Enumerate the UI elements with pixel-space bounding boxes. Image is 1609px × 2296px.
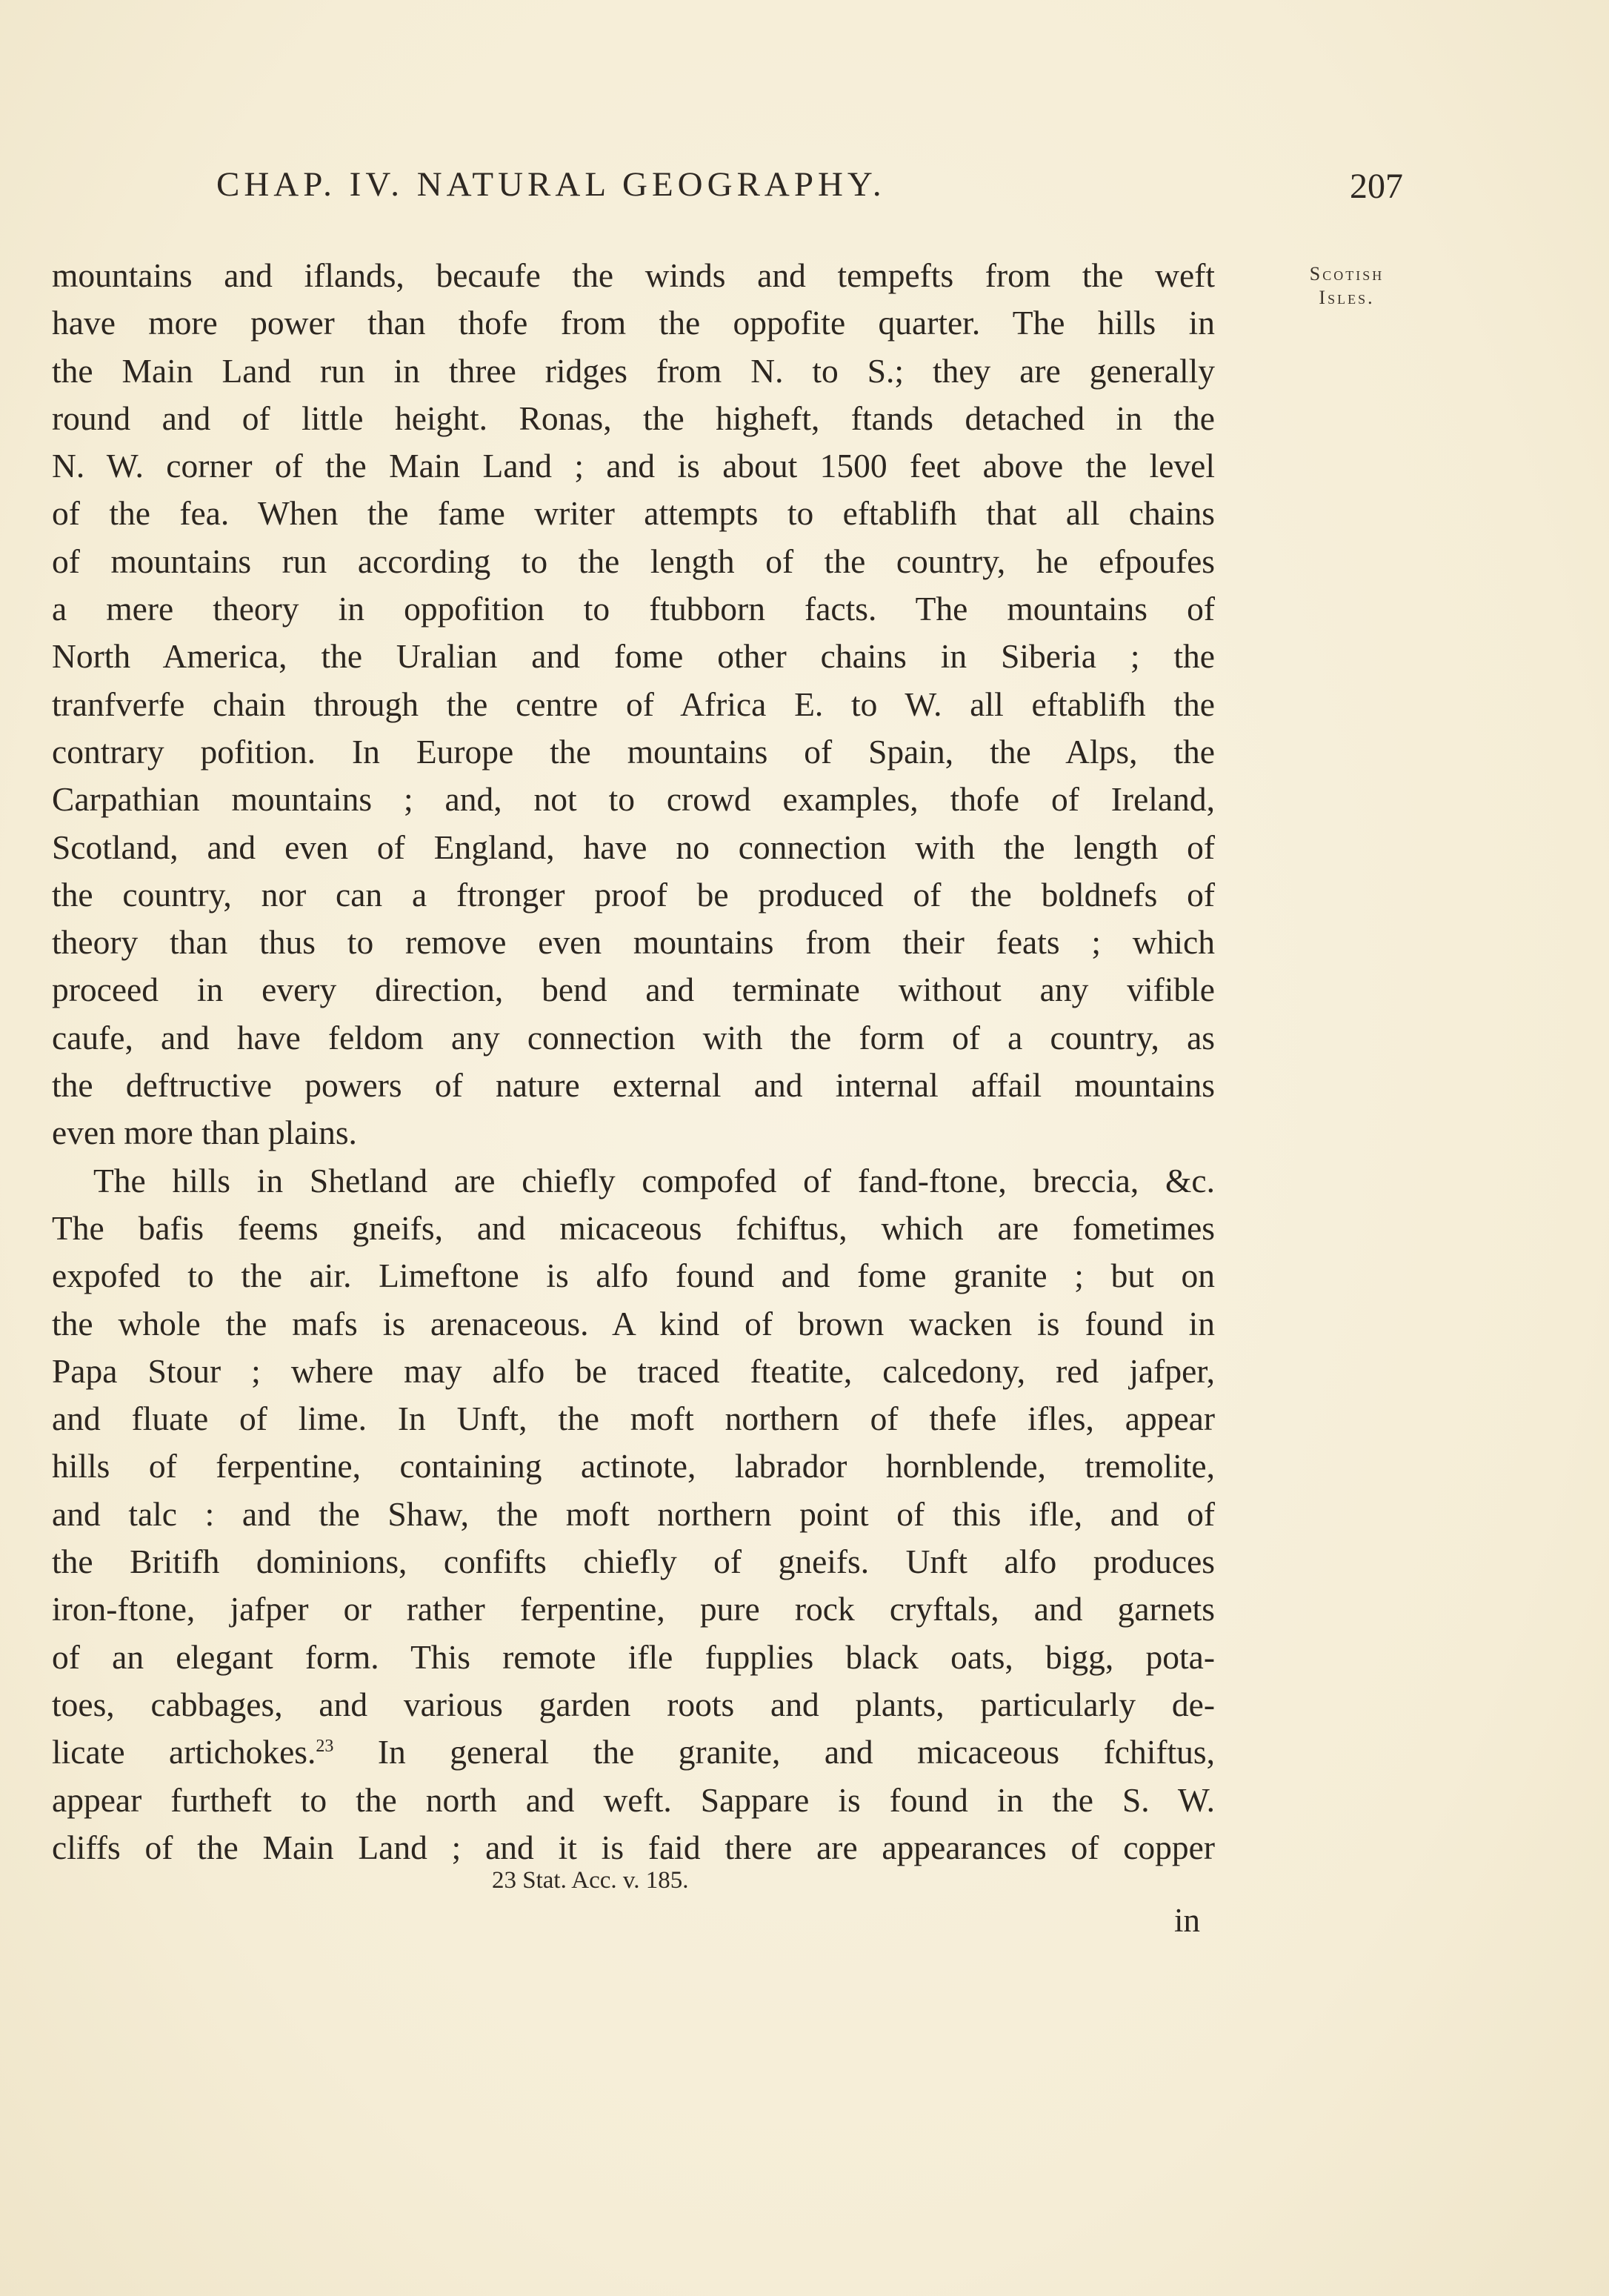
text-line: N. W. corner of the Main Land ; and is about 1500 feet above the level: [52, 447, 1215, 485]
text-line: Scotland, and even of England, have no connection with the length of: [52, 828, 1215, 866]
text-line: the deftructive powers of nature external and internal affail mountains: [52, 1066, 1215, 1105]
text-line: of mountains run according to the length of the country, he efpoufes: [52, 542, 1215, 580]
text-line: caufe, and have feldom any connection with the form of a country, as: [52, 1018, 1215, 1057]
marginal-note-line-2: Isles.: [1319, 287, 1375, 308]
text-line: a mere theory in oppofition to ftubborn facts. The mountains of: [52, 590, 1215, 628]
page-number: 207: [1350, 167, 1403, 206]
text-line: mountains and iflands, becaufe the winds and tempefts from the weft: [52, 256, 1215, 294]
text-fragment: licate artichokes.: [52, 1733, 316, 1771]
text-line: Carpathian mountains ; and, not to crowd examples, thofe of Ireland,: [52, 780, 1215, 819]
text-line: even more than plains.: [52, 1114, 357, 1152]
marginal-note: [1273, 262, 1421, 310]
text-line: theory than thus to remove even mountains from their feats ; which: [52, 923, 1215, 962]
text-line: have more power than thofe from the oppofite quarter. The hills in: [52, 304, 1215, 342]
text-line: the whole the mafs is arenaceous. A kind of brown wacken is found in: [52, 1304, 1215, 1342]
catchword: in: [1174, 1902, 1201, 1939]
text-line: the country, nor can a ftronger proof be produced of the boldnefs of: [52, 875, 1215, 914]
text-line: appear furtheft to the north and weft. Sappare is found in the S. W.: [52, 1780, 1215, 1819]
text-line: and fluate of lime. In Unft, the moft northern of thefe ifles, appear: [52, 1400, 1215, 1438]
text-line: contrary pofition. In Europe the mountains of Spain, the Alps, the: [52, 732, 1215, 771]
footnote-reference: 23: [316, 1737, 334, 1757]
text-fragment: In general the granite, and micaceous fchiftus,: [333, 1733, 1215, 1771]
body-text: [52, 252, 1215, 1871]
marginal-note-line-1: Scotish: [1309, 263, 1385, 284]
text-line: toes, cabbages, and various garden roots and plants, particularly de-: [52, 1685, 1215, 1723]
text-line: round and of little height. Ronas, the higheft, ftands detached in the: [52, 399, 1215, 437]
text-line: the Britifh dominions, confifts chiefly of gneifs. Unft alfo produces: [52, 1543, 1215, 1581]
text-line-with-footnote-ref: [52, 1728, 1215, 1776]
text-line: The bafis feems gneifs, and micaceous fchiftus, which are fometimes: [52, 1208, 1215, 1247]
running-head: CHAP. IV. NATURAL GEOGRAPHY.: [216, 165, 886, 204]
text-line: expofed to the air. Limeftone is alfo found and fome granite ; but on: [52, 1257, 1215, 1295]
text-line: hills of ferpentine, containing actinote, labrador hornblende, tremolite,: [52, 1447, 1215, 1485]
text-line: and talc : and the Shaw, the moft northern point of this ifle, and of: [52, 1494, 1215, 1533]
text-line: the Main Land run in three ridges from N. to S.; they are generally: [52, 351, 1215, 390]
text-line: of an elegant form. This remote ifle fupplies black oats, bigg, pota-: [52, 1637, 1215, 1676]
text-line: of the fea. When the fame writer attempts to eftablifh that all chains: [52, 494, 1215, 533]
text-line: proceed in every direction, bend and terminate without any vifible: [52, 971, 1215, 1009]
footnote: 23 Stat. Acc. v. 185.: [492, 1867, 689, 1894]
text-line: cliffs of the Main Land ; and it is faid there are appearances of copper: [52, 1828, 1215, 1866]
text-line: Papa Stour ; where may alfo be traced fteatite, calcedony, red jafper,: [52, 1351, 1215, 1390]
text-line: North America, the Uralian and fome other chains in Siberia ; the: [52, 637, 1215, 676]
text-line: iron-ftone, jafper or rather ferpentine, pure rock cryftals, and garnets: [52, 1590, 1215, 1628]
text-line: tranfverfe chain through the centre of Africa E. to W. all eftablifh the: [52, 685, 1215, 723]
paragraph-start-line: The hills in Shetland are chiefly compofed of fand-ftone, breccia, &c.: [93, 1161, 1215, 1199]
